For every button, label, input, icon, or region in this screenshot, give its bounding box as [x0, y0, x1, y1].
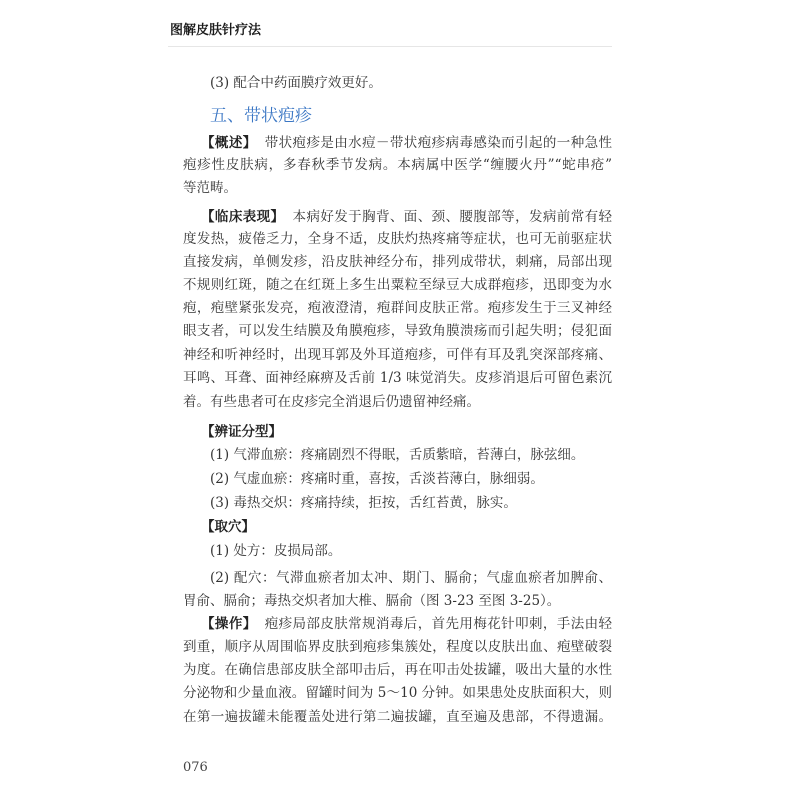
operation-line	[201, 613, 612, 635]
operation-line: 分泌物和少量血液。留罐时间为 5～10 分钟。如果患处皮肤面积大，则	[183, 685, 612, 701]
syndromes-label: 【辨证分型】	[201, 424, 282, 440]
overview-label: 【概述】	[201, 135, 257, 151]
operation-text: 疱疹局部皮肤常规消毒后，首先用梅花针叩刺，手法由轻	[264, 616, 612, 632]
clinical-line: 眼支者，可以发生结膜及角膜疱疹，导致角膜溃疡而引起失明；侵犯面	[183, 323, 612, 339]
intro-line: (3) 配合中药面膜疗效更好。	[210, 75, 382, 91]
syndrome-item: (3) 毒热交炽：疼痛持续，拒按，舌红苔黄，脉实。	[210, 495, 517, 511]
acupoints-label: 【取穴】	[201, 519, 255, 535]
operation-line: 在第一遍拔罐未能覆盖处进行第二遍拔罐，直至遍及患部，不得遗漏。	[183, 709, 612, 725]
clinical-line: 度发热，疲倦乏力，全身不适，皮肤灼热疼痛等症状，也可无前驱症状	[183, 231, 612, 247]
clinical-line	[201, 206, 612, 228]
clinical-text: 本病好发于胸背、面、颈、腰腹部等，发病前常有轻	[292, 209, 612, 225]
overview-text: 带状疱疹是由水痘－带状疱疹病毒感染而引起的一种急性	[264, 135, 612, 151]
acupoints-line: (2) 配穴：气滞血瘀者加太冲、期门、膈俞；气虚血瘀者加脾俞、	[210, 570, 612, 586]
clinical-line: 着。有些患者可在皮疹完全消退后仍遗留神经痛。	[183, 394, 480, 410]
overview-line: 等范畴。	[183, 180, 237, 196]
header-divider	[168, 46, 612, 47]
overview-line: 疱疹性皮肤病，多春秋季节发病。本病属中医学“缠腰火丹”“蛇串疮”	[183, 157, 612, 173]
overview-line	[201, 132, 612, 154]
clinical-line: 耳鸣、耳聋、面神经麻痹及舌前 1/3 味觉消失。皮疹消退后可留色素沉	[183, 370, 612, 386]
clinical-line: 神经和听神经时，出现耳郭及外耳道疱疹，可伴有耳及乳突深部疼痛、	[183, 347, 612, 363]
operation-line: 为度。在确信患部皮肤全部叩击后，再在叩击处拔罐，吸出大量的水性	[183, 662, 612, 678]
clinical-line: 直接发病，单侧发疹，沿皮肤神经分布，排列成带状，刺痛，局部出现	[183, 254, 612, 270]
operation-label: 【操作】	[201, 616, 257, 632]
acupoints-line: 胃俞、膈俞；毒热交炽者加大椎、膈俞（图 3-23 至图 3-25）。	[183, 593, 561, 609]
clinical-label: 【临床表现】	[201, 209, 285, 225]
clinical-line: 不规则红斑，随之在红斑上多生出粟粒至绿豆大成群疱疹，迅即变为水	[183, 277, 612, 293]
section-title: 五、带状疱疹	[210, 106, 312, 126]
operation-line: 到重，顺序从周围临界皮肤到疱疹集簇处，程度以皮肤出血、疱壁破裂	[183, 639, 612, 655]
page-number: 076	[183, 760, 208, 775]
running-header-title: 图解皮肤针疗法	[170, 23, 262, 38]
acupoints-line: (1) 处方：皮损局部。	[210, 543, 342, 559]
syndrome-item: (2) 气虚血瘀：疼痛时重，喜按，舌淡苔薄白，脉细弱。	[210, 471, 544, 487]
clinical-line: 疱，疱壁紧张发亮，疱液澄清，疱群间皮肤正常。疱疹发生于三叉神经	[183, 300, 612, 316]
syndrome-item: (1) 气滞血瘀：疼痛剧烈不得眠，舌质紫暗，苔薄白，脉弦细。	[210, 447, 585, 463]
